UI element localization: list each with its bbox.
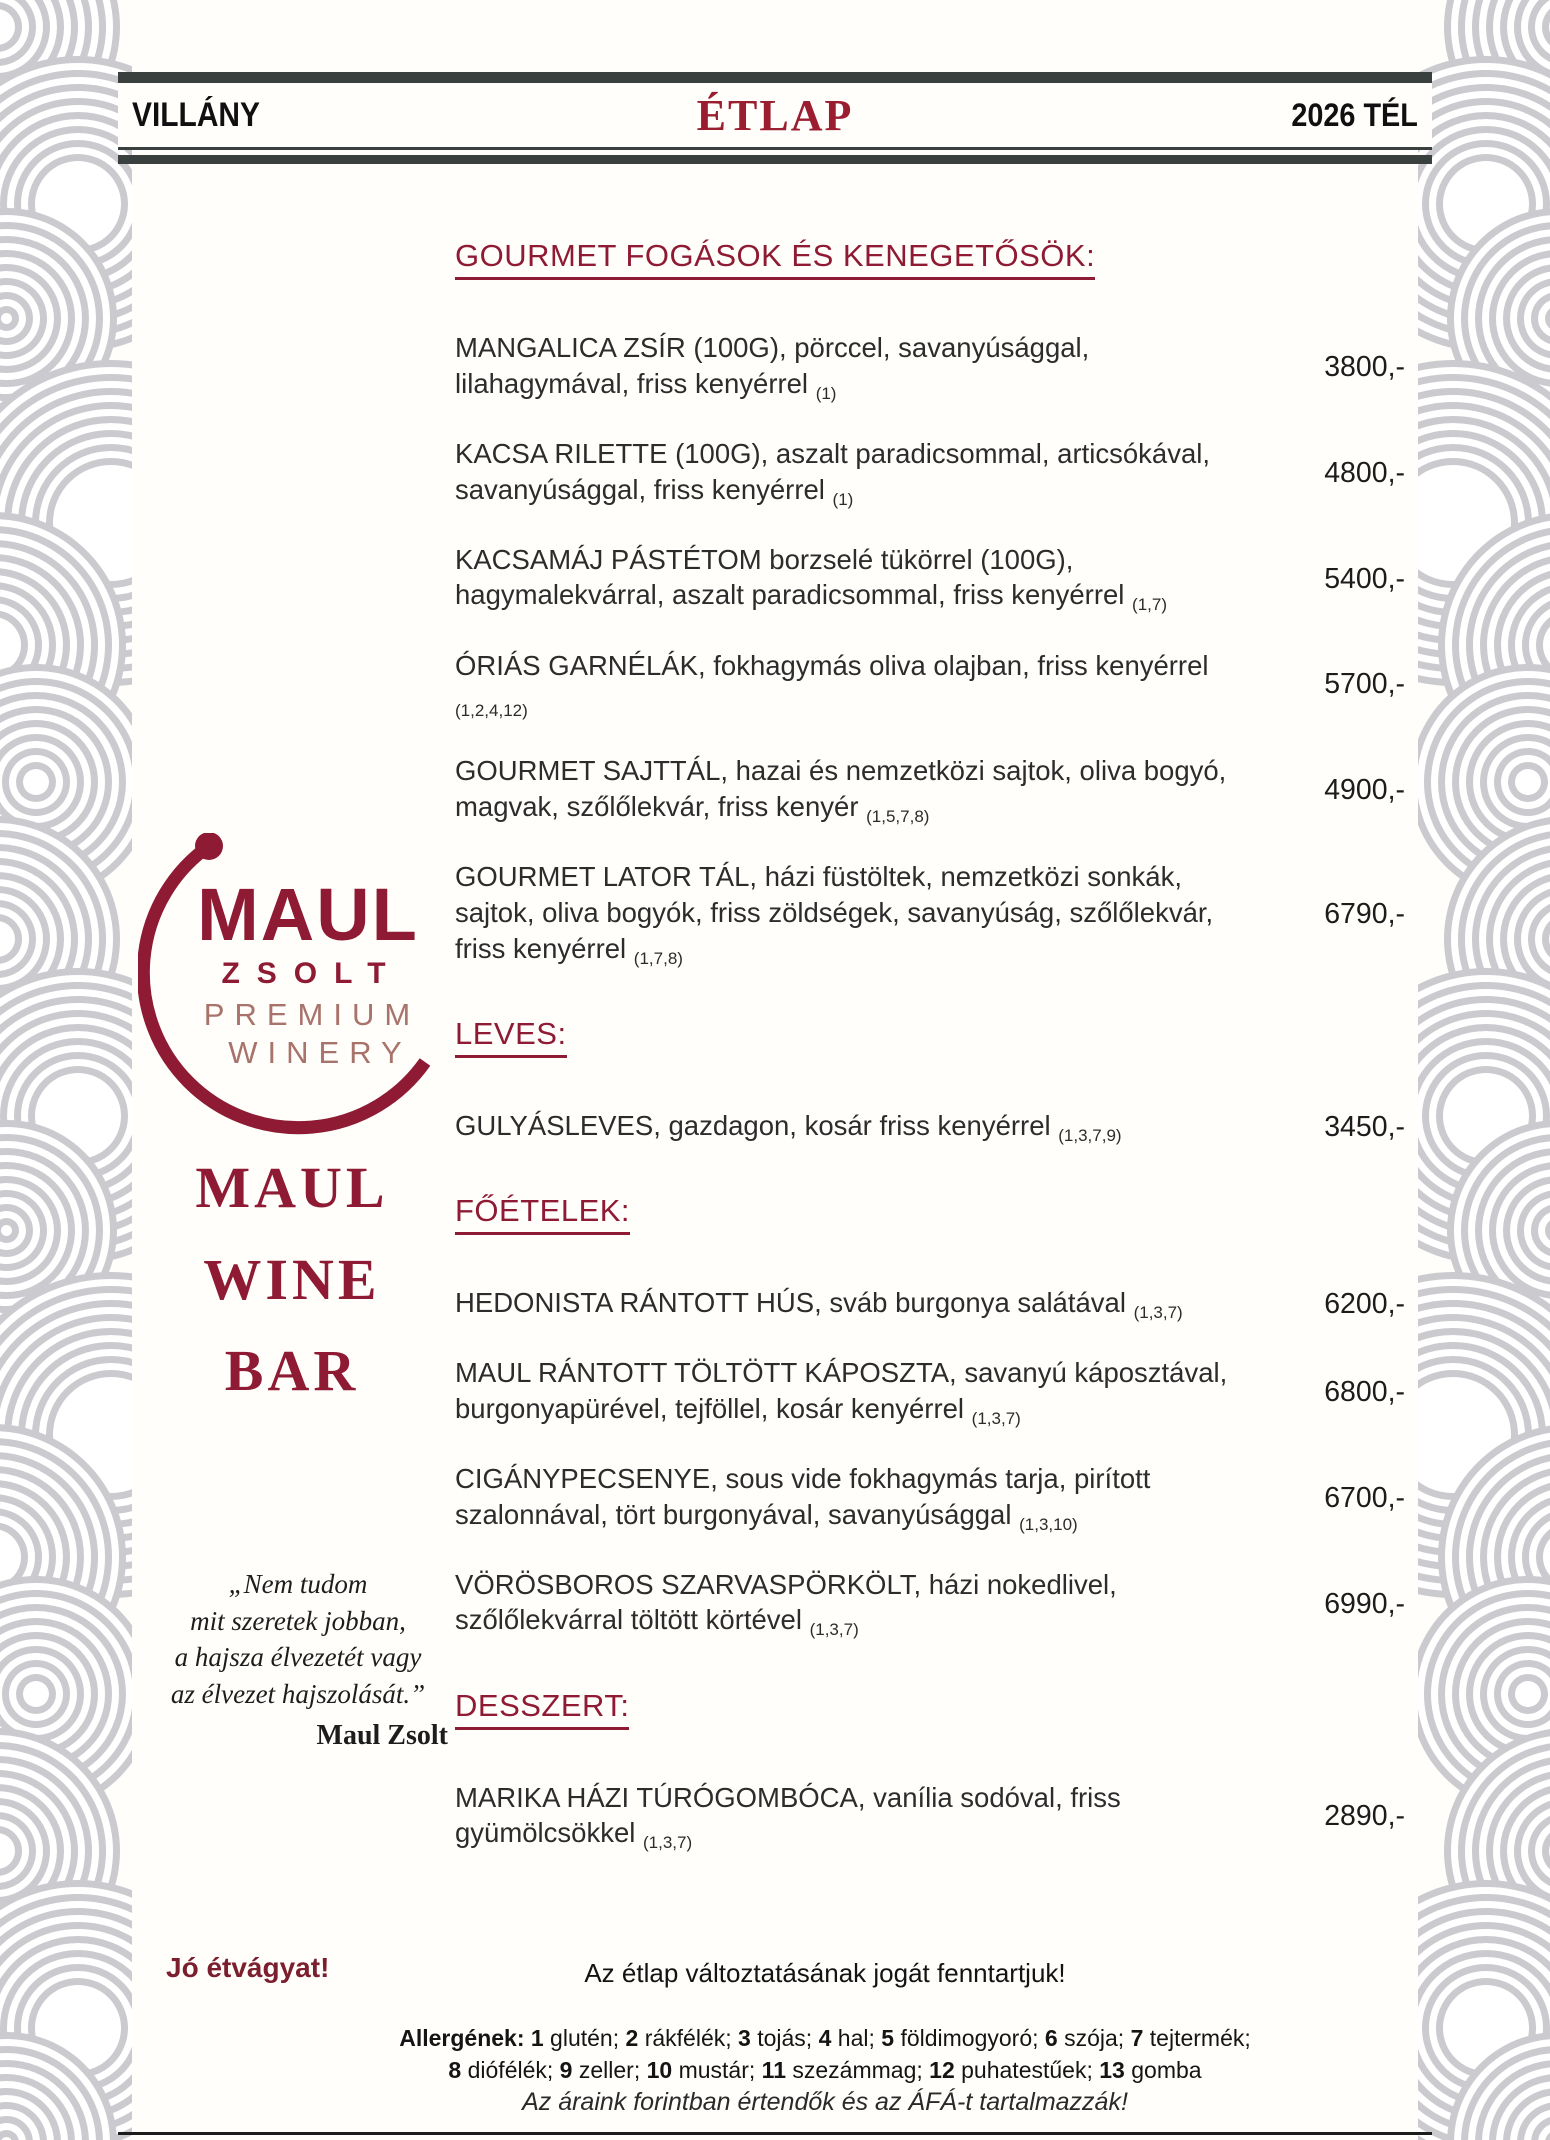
menu-item xyxy=(455,330,1405,405)
item-text: GOURMET SAJTTÁL, hazai és nemzetközi sajtok, oliva bogyó, magvak, szőlőlekvár, friss kenyér $_{(1,5,7,8)}$ xyxy=(455,755,1227,827)
item-text: HEDONISTA RÁNTOTT HÚS, sváb burgonya salátával $_{(1,3,7)}$ xyxy=(455,1286,1183,1322)
quote-author: Maul Zsolt xyxy=(316,1719,448,1751)
decorative-ring xyxy=(1418,1024,1550,1208)
menu-item xyxy=(455,1567,1405,1642)
item-text: GOURMET LATOR TÁL, házi füstöltek, nemzetközi sonkák, sajtok, oliva bogyók, friss zöldségek, savanyúság, szőlőlekvár, friss kenyérrel $_{(1,7,8)}$ xyxy=(455,861,1214,968)
menu-item xyxy=(455,1355,1405,1430)
page-title: ÉTLAP xyxy=(696,90,854,140)
menu-section xyxy=(455,1688,1405,1855)
item-allergens: (1,3,7) xyxy=(1133,1302,1183,1322)
item-price: 3800,- xyxy=(1324,350,1405,383)
header-bottom-bar xyxy=(118,155,1432,164)
item-allergens: (1,3,7) xyxy=(971,1408,1021,1428)
decorative-ring xyxy=(1418,112,1550,296)
item-allergens: (1) xyxy=(815,383,837,403)
item-text: MANGALICA ZSÍR (100G), pörccel, savanyúsággal, lilahagymával, friss kenyérrel $_{(1)}$ xyxy=(455,332,1090,403)
item-allergens: (1,3,7) xyxy=(643,1833,693,1853)
item-allergens: (1,5,7,8) xyxy=(866,807,930,827)
menu-item xyxy=(455,436,1405,511)
owner-quote xyxy=(122,1566,474,1755)
menu xyxy=(455,238,1405,1900)
logo-winery: WINERY xyxy=(228,1035,412,1070)
item-price: 6990,- xyxy=(1324,1587,1405,1620)
item-price: 4800,- xyxy=(1324,456,1405,489)
header-location: VILLÁNY xyxy=(132,95,260,134)
item-text: MAUL RÁNTOTT TÖLTÖTT KÁPOSZTA, savanyú káposztával, burgonyapürével, tejföllel, kosár kenyérrel $_{(1,3,7)}$ xyxy=(455,1357,1228,1428)
header-thin-rule xyxy=(118,147,1432,150)
wine-bar-wordmark: MAUL WINE BAR xyxy=(195,1155,389,1404)
logo-sub: ZSOLT xyxy=(221,957,403,990)
menu-item xyxy=(455,1285,1405,1324)
allergen-line-2: 8 diófélék; 9 zeller; 10 mustár; 11 szezámmag; 12 puhatestűek; 13 gomba xyxy=(448,2056,1202,2083)
decorative-circles-right xyxy=(1418,0,1550,2140)
header-top-bar xyxy=(118,72,1432,83)
item-price: 5400,- xyxy=(1324,562,1405,595)
page-bottom-rule xyxy=(118,2132,1432,2135)
menu-section xyxy=(455,1016,1405,1147)
page-footer xyxy=(280,1958,1370,2117)
item-allergens: (1,3,10) xyxy=(1019,1514,1078,1534)
page-header xyxy=(118,72,1432,164)
header-season: 2026 TÉL xyxy=(1291,96,1419,133)
item-text: GULYÁSLEVES, gazdagon, kosár friss kenyérrel $_{(1,3,7,9)}$ xyxy=(455,1109,1122,1145)
decorative-ring xyxy=(1500,1784,1550,1918)
item-allergens: (1,7) xyxy=(1132,595,1168,615)
item-allergens: (1) xyxy=(832,489,854,509)
menu-item xyxy=(455,648,1405,723)
item-allergens: (1,7,8) xyxy=(633,948,683,968)
item-text: CIGÁNYPECSENYE, sous vide fokhagymás tarja, pirított szalonnával, tört burgonyával, savanyúsággal $_{(1,3,10)}$ xyxy=(455,1462,1151,1534)
rights-notice: Az étlap változtatásának jogát fenntartjuk! xyxy=(584,1958,1066,1988)
wine-swirl-icon xyxy=(138,833,450,1141)
item-text: KACSAMÁJ PÁSTÉTOM borzselé tükörrel (100G), hagymalekvárral, aszalt paradicsommal, friss kenyérrel $_{(1,7)}$ xyxy=(455,543,1168,615)
item-price: 6200,- xyxy=(1324,1287,1405,1320)
section-title: LEVES: xyxy=(455,1016,567,1058)
item-allergens: (1,3,7,9) xyxy=(1058,1125,1122,1145)
logo-premium: PREMIUM xyxy=(203,997,421,1032)
item-price: 2890,- xyxy=(1324,1800,1405,1833)
decorative-ring xyxy=(0,1632,98,1756)
decorative-circles-left xyxy=(0,0,132,2140)
decorative-ring xyxy=(1466,1632,1550,1756)
section-title: GOURMET FOGÁSOK ÉS KENEGETŐSÖK: xyxy=(455,238,1095,280)
item-text: MARIKA HÁZI TÚRÓGOMBÓCA, vanília sodóval, friss gyümölcsökkel $_{(1,3,7)}$ xyxy=(455,1781,1121,1853)
section-title: FŐÉTELEK: xyxy=(455,1193,630,1235)
menu-item xyxy=(455,1780,1405,1855)
item-price: 6790,- xyxy=(1324,898,1405,931)
logo-name: MAUL xyxy=(197,873,419,956)
quote-text: „Nem tudom mit szeretek jobban, a hajsza élvezetét vagy az élvezet hajszolását.” xyxy=(170,1569,426,1710)
decorative-ring xyxy=(0,872,64,1006)
item-text: ÓRIÁS GARNÉLÁK, fokhagymás oliva olajban, friss kenyérrel $_{(1,2,4,12)}$ xyxy=(455,649,1209,721)
menu-item xyxy=(455,753,1405,828)
item-price: 6700,- xyxy=(1324,1481,1405,1514)
decorative-ring xyxy=(0,0,64,94)
item-price: 4900,- xyxy=(1324,774,1405,807)
item-price: 3450,- xyxy=(1324,1110,1405,1143)
menu-section xyxy=(455,1193,1405,1642)
menu-item xyxy=(455,542,1405,617)
vat-note: Az áraink forintban értendők és az ÁFÁ-t tartalmazzák! xyxy=(522,2088,1128,2117)
decorative-ring xyxy=(0,720,98,844)
item-text: KACSA RILETTE (100G), aszalt paradicsommal, articsókával, savanyúsággal, friss kenyérrel $_{(1)}$ xyxy=(455,437,1210,509)
decorative-ring xyxy=(0,1784,64,1918)
section-title: DESSZERT: xyxy=(455,1688,629,1730)
bon-appetit-text: Jó étvágyat! xyxy=(166,1952,330,1983)
decorative-ring xyxy=(1500,872,1550,1006)
decorative-ring xyxy=(1466,720,1550,844)
item-allergens: (1,3,7) xyxy=(809,1620,859,1640)
allergen-line-1: Allergének: 1 glutén; 2 rákfélék; 3 tojás; 4 hal; 5 földimogyoró; 6 szója; 7 tejtermék; xyxy=(399,2025,1251,2051)
menu-section xyxy=(455,238,1405,970)
item-price: 6800,- xyxy=(1324,1375,1405,1408)
item-price: 5700,- xyxy=(1324,668,1405,701)
menu-item xyxy=(455,859,1405,970)
item-text: VÖRÖSBOROS SZARVASPÖRKÖLT, házi nokedlivel, szőlőlekvárral töltött körtével $_{(1,3,7)}$ xyxy=(455,1568,1117,1640)
menu-item xyxy=(455,1108,1405,1147)
decorative-ring xyxy=(1500,0,1550,94)
maul-winery-logo xyxy=(138,833,450,1141)
item-allergens: (1,2,4,12) xyxy=(455,701,528,721)
decorative-ring xyxy=(1418,1936,1550,2120)
menu-item xyxy=(455,1461,1405,1536)
